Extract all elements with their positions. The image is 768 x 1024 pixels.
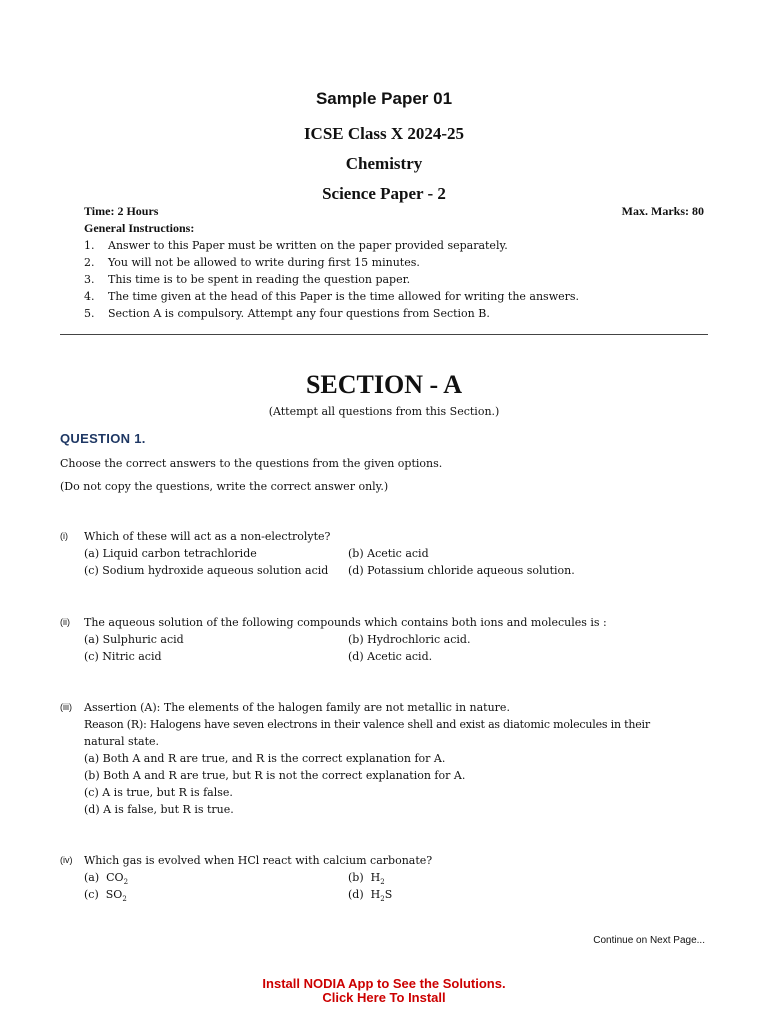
option-d: (d) A is false, but R is true.	[84, 803, 234, 816]
subject-title: Chemistry	[345, 154, 423, 173]
instruction-item	[84, 254, 420, 271]
reason-text-cont: natural state.	[84, 735, 160, 748]
instruction-text: The time given at the head of this Paper is the time allowed for writing the answers.	[108, 290, 580, 303]
instruction-number: 3.	[84, 273, 95, 286]
option-d: (d) Acetic acid.	[348, 650, 433, 663]
reason-text: Reason (R): Halogens have seven electrons in their valence shell and exist as diatomic molecules in their	[84, 718, 650, 731]
option-b: (b) Both A and R are true, but R is not the correct explanation for A.	[84, 769, 466, 782]
instructions-heading: General Instructions:	[84, 221, 195, 235]
section-title: SECTION - A	[305, 370, 463, 399]
instruction-item	[84, 288, 579, 305]
option-d	[348, 886, 392, 908]
formula-subscript: 2	[380, 895, 385, 904]
click-install-link[interactable]	[0, 991, 768, 1005]
paper-name: Science Paper - 2	[322, 184, 446, 203]
divider	[60, 334, 708, 335]
option-a: (a) Both A and R are true, and R is the correct explanation for A.	[84, 752, 446, 765]
instruction-text: You will not be allowed to write during first 15 minutes.	[108, 256, 420, 269]
class-line: ICSE Class X 2024-25	[303, 124, 465, 143]
formula-rest: S	[384, 888, 393, 901]
subquestion-number: (i)	[60, 531, 68, 541]
option-b: (b) Hydrochloric acid.	[348, 633, 471, 646]
formula-subscript: 2	[380, 878, 385, 887]
option-b: (b) Acetic acid	[348, 547, 429, 560]
instruction-text: This time is to be spent in reading the question paper.	[108, 273, 411, 286]
subquestion-text: Which of these will act as a non-electrolyte?	[84, 530, 331, 543]
question-instruction: Choose the correct answers to the questions from the given options.	[60, 457, 443, 470]
formula: H	[370, 871, 381, 884]
formula-subscript: 2	[123, 878, 129, 887]
question-heading: QUESTION 1.	[60, 431, 146, 446]
section-note: (Attempt all questions from this Section.)	[268, 405, 500, 418]
subquestion-number: (iv)	[60, 855, 73, 865]
instruction-item	[84, 237, 508, 254]
question-instruction: (Do not copy the questions, write the correct answer only.)	[60, 480, 389, 493]
option-label: (a)	[84, 871, 107, 884]
instruction-text: Answer to this Paper must be written on the paper provided separately.	[108, 239, 508, 252]
option-d: (d) Potassium chloride aqueous solution.	[348, 564, 575, 577]
instruction-number: 2.	[84, 256, 95, 269]
formula-subscript: 2	[122, 895, 127, 904]
instruction-item	[84, 271, 410, 288]
formula: CO	[106, 871, 124, 884]
option-a: (a) Liquid carbon tetrachloride	[84, 547, 257, 560]
instruction-item	[84, 305, 490, 322]
assertion-text: Assertion (A): The elements of the halogen family are not metallic in nature.	[84, 701, 510, 714]
subquestion-number: (iii)	[60, 702, 72, 712]
install-app-text[interactable]: Install NODIA App to See the Solutions.	[262, 976, 506, 991]
time-label: Time: 2 Hours	[84, 204, 159, 218]
option-c: (c) A is true, but R is false.	[84, 786, 233, 799]
paper-title: Sample Paper 01	[315, 89, 453, 108]
instruction-text: Section A is compulsory. Attempt any four questions from Section B.	[108, 307, 490, 320]
install-app-link[interactable]	[0, 977, 768, 991]
subquestion-number: (ii)	[60, 617, 70, 627]
subquestion-text: The aqueous solution of the following compounds which contains both ions and molecules is :	[84, 616, 607, 629]
option-c: (c) Sodium hydroxide aqueous solution acid	[84, 564, 329, 577]
option-a: (a) Sulphuric acid	[84, 633, 184, 646]
instruction-number: 5.	[84, 307, 95, 320]
option-label: (c)	[84, 888, 106, 901]
option-label: (d)	[348, 888, 371, 901]
formula: H	[370, 888, 381, 901]
option-c: (c) Nitric acid	[84, 650, 162, 663]
option-c	[84, 886, 127, 908]
formula: SO	[105, 888, 123, 901]
subquestion-text: Which gas is evolved when HCl react with calcium carbonate?	[84, 854, 433, 867]
click-install-text[interactable]: Click Here To Install	[322, 990, 446, 1005]
max-marks-label: Max. Marks: 80	[621, 204, 704, 218]
continue-note: Continue on Next Page...	[593, 935, 705, 946]
instruction-number: 4.	[84, 290, 95, 303]
instruction-number: 1.	[84, 239, 95, 252]
option-label: (b)	[348, 871, 371, 884]
